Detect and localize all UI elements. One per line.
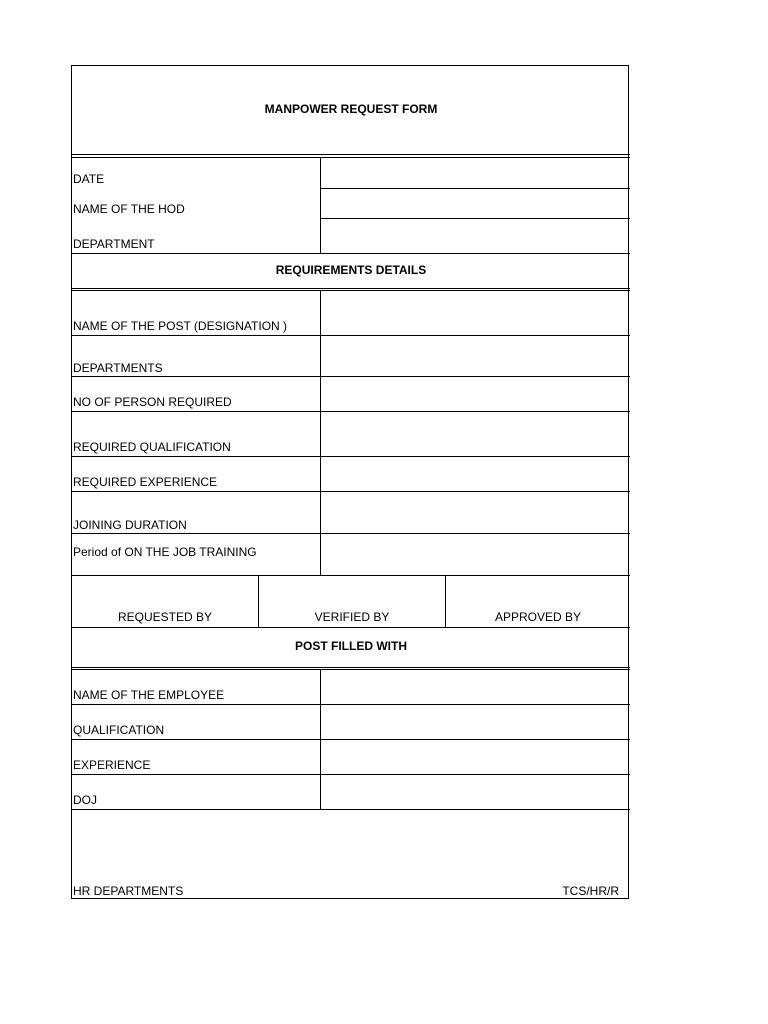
post-filled-heading: POST FILLED WITH xyxy=(295,639,407,653)
training-period-label: Period of ON THE JOB TRAINING xyxy=(73,545,257,559)
title-divider xyxy=(72,154,630,155)
section-divider xyxy=(72,627,630,628)
departments-label: DEPARTMENTS xyxy=(73,361,163,375)
requested-by-label: REQUESTED BY xyxy=(117,610,213,624)
joining-duration-label: JOINING DURATION xyxy=(73,518,187,532)
department-label: DEPARTMENT xyxy=(73,237,155,251)
joining-duration-field[interactable] xyxy=(321,492,629,533)
persons-required-field[interactable] xyxy=(321,377,629,411)
training-period-field[interactable] xyxy=(321,534,629,575)
footer-code: TCS/HR/R xyxy=(562,884,619,898)
qualification-field[interactable] xyxy=(321,705,629,739)
department-field[interactable] xyxy=(321,219,629,253)
date-label: DATE xyxy=(73,172,105,186)
manpower-request-form xyxy=(71,65,629,899)
departments-field[interactable] xyxy=(321,336,629,376)
footer-department: HR DEPARTMENTS xyxy=(73,884,184,898)
required-qualification-field[interactable] xyxy=(321,412,629,456)
section-divider xyxy=(72,253,630,254)
verified-by-label: VERIFIED BY xyxy=(314,610,390,624)
doj-label: DOJ xyxy=(73,793,97,807)
employee-name-label: NAME OF THE EMPLOYEE xyxy=(73,688,225,702)
row-divider xyxy=(72,809,630,810)
approved-by-label: APPROVED BY xyxy=(494,610,582,624)
post-label: NAME OF THE POST (DESIGNATION ) xyxy=(73,319,288,333)
post-field[interactable] xyxy=(321,291,629,335)
hod-field[interactable] xyxy=(321,189,629,218)
experience-field[interactable] xyxy=(321,740,629,774)
requirements-heading: REQUIREMENTS DETAILS xyxy=(275,263,427,277)
hod-label: NAME OF THE HOD xyxy=(73,202,185,216)
employee-name-field[interactable] xyxy=(321,670,629,704)
doj-field[interactable] xyxy=(321,775,629,809)
section-divider xyxy=(72,667,630,668)
section-divider xyxy=(72,575,630,576)
date-field[interactable] xyxy=(321,158,629,188)
section-divider xyxy=(72,288,630,289)
qualification-label: QUALIFICATION xyxy=(73,723,165,737)
form-title: MANPOWER REQUEST FORM xyxy=(264,102,438,116)
required-experience-label: REQUIRED EXPERIENCE xyxy=(73,475,218,489)
experience-label: EXPERIENCE xyxy=(73,758,151,772)
required-qualification-label: REQUIRED QUALIFICATION xyxy=(73,440,231,454)
required-experience-field[interactable] xyxy=(321,457,629,491)
persons-required-label: NO OF PERSON REQUIRED xyxy=(73,395,232,409)
